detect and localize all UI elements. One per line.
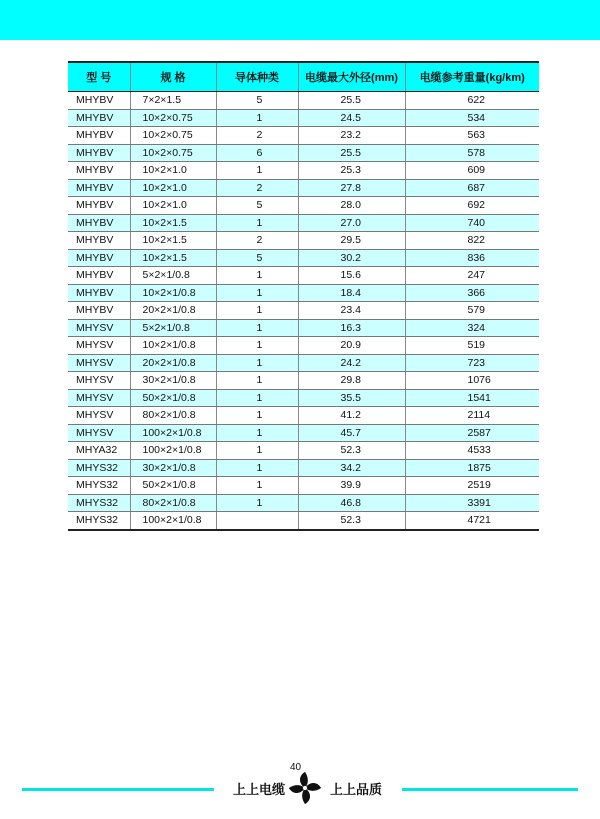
- cell-ref-weight: 687: [405, 179, 539, 197]
- cell-model: MHYBV: [68, 197, 130, 215]
- cell-model: MHYSV: [68, 389, 130, 407]
- cell-ref-weight: 1875: [405, 459, 539, 477]
- footer-line-left: [22, 788, 214, 791]
- table-row: [68, 477, 539, 495]
- cell-model: MHYBV: [68, 249, 130, 267]
- cell-model: MHYSV: [68, 354, 130, 372]
- cell-conductor-type: 1: [216, 407, 298, 425]
- cell-max-diameter: 18.4: [298, 284, 405, 302]
- cell-max-diameter: 52.3: [298, 442, 405, 460]
- cell-conductor-type: 1: [216, 162, 298, 180]
- cell-spec: 5×2×1/0.8: [130, 319, 216, 337]
- table-row: [68, 92, 539, 110]
- cell-max-diameter: 16.3: [298, 319, 405, 337]
- cell-model: MHYBV: [68, 214, 130, 232]
- cell-spec: 20×2×1/0.8: [130, 354, 216, 372]
- cell-spec: 100×2×1/0.8: [130, 424, 216, 442]
- cell-model: MHYS32: [68, 512, 130, 530]
- cell-conductor-type: 1: [216, 337, 298, 355]
- cell-max-diameter: 29.5: [298, 232, 405, 250]
- cell-model: MHYA32: [68, 442, 130, 460]
- cell-max-diameter: 24.2: [298, 354, 405, 372]
- cell-max-diameter: 41.2: [298, 407, 405, 425]
- cell-ref-weight: 366: [405, 284, 539, 302]
- cell-max-diameter: 27.8: [298, 179, 405, 197]
- cell-conductor-type: 1: [216, 214, 298, 232]
- table-row: [68, 302, 539, 320]
- cell-conductor-type: 1: [216, 424, 298, 442]
- cell-ref-weight: 622: [405, 92, 539, 110]
- footer-slogan-right: 上上品质: [330, 782, 383, 797]
- cell-max-diameter: 25.3: [298, 162, 405, 180]
- cell-spec: 80×2×1/0.8: [130, 407, 216, 425]
- table-row: [68, 109, 539, 127]
- cell-model: MHYS32: [68, 477, 130, 495]
- cell-ref-weight: 822: [405, 232, 539, 250]
- cell-conductor-type: 2: [216, 127, 298, 145]
- cell-model: MHYBV: [68, 179, 130, 197]
- cell-spec: 50×2×1/0.8: [130, 389, 216, 407]
- cell-model: MHYBV: [68, 92, 130, 110]
- cell-spec: 10×2×1.5: [130, 214, 216, 232]
- cell-conductor-type: 2: [216, 232, 298, 250]
- cell-conductor-type: 1: [216, 267, 298, 285]
- table-row: [68, 494, 539, 512]
- cell-spec: 10×2×1.5: [130, 249, 216, 267]
- cell-max-diameter: 27.0: [298, 214, 405, 232]
- cell-conductor-type: 1: [216, 284, 298, 302]
- cell-spec: 20×2×1/0.8: [130, 302, 216, 320]
- cell-ref-weight: 4721: [405, 512, 539, 530]
- cell-model: MHYBV: [68, 144, 130, 162]
- header-ref-weight: 电缆参考重量(kg/km): [405, 62, 539, 92]
- table-body: [68, 92, 539, 530]
- table-row: [68, 389, 539, 407]
- cell-max-diameter: 23.4: [298, 302, 405, 320]
- cell-ref-weight: 723: [405, 354, 539, 372]
- cell-model: MHYBV: [68, 162, 130, 180]
- cell-model: MHYSV: [68, 337, 130, 355]
- cell-conductor-type: 5: [216, 249, 298, 267]
- cell-spec: 80×2×1/0.8: [130, 494, 216, 512]
- cell-conductor-type: 1: [216, 109, 298, 127]
- cell-conductor-type: 1: [216, 459, 298, 477]
- top-color-band: [0, 0, 600, 40]
- table-row: [68, 442, 539, 460]
- cell-spec: 7×2×1.5: [130, 92, 216, 110]
- cell-spec: 50×2×1/0.8: [130, 477, 216, 495]
- cell-max-diameter: 46.8: [298, 494, 405, 512]
- cell-ref-weight: 609: [405, 162, 539, 180]
- cell-model: MHYS32: [68, 494, 130, 512]
- table-row: [68, 424, 539, 442]
- cell-ref-weight: 1541: [405, 389, 539, 407]
- table-row: [68, 512, 539, 530]
- table-row: [68, 162, 539, 180]
- cell-ref-weight: 519: [405, 337, 539, 355]
- cell-conductor-type: 1: [216, 302, 298, 320]
- table-row: [68, 232, 539, 250]
- cell-spec: 10×2×1.0: [130, 179, 216, 197]
- header-spec: 规 格: [130, 62, 216, 92]
- cell-conductor-type: 2: [216, 179, 298, 197]
- cell-model: MHYBV: [68, 109, 130, 127]
- cell-ref-weight: 563: [405, 127, 539, 145]
- table-row: [68, 319, 539, 337]
- table-row: [68, 127, 539, 145]
- table-row: [68, 214, 539, 232]
- cell-ref-weight: 1076: [405, 372, 539, 390]
- cell-model: MHYSV: [68, 407, 130, 425]
- cell-spec: 30×2×1/0.8: [130, 372, 216, 390]
- table-row: [68, 354, 539, 372]
- cell-max-diameter: 34.2: [298, 459, 405, 477]
- cell-model: MHYSV: [68, 424, 130, 442]
- cell-ref-weight: 3391: [405, 494, 539, 512]
- cell-spec: 5×2×1/0.8: [130, 267, 216, 285]
- cell-spec: 100×2×1/0.8: [130, 442, 216, 460]
- cell-spec: 10×2×0.75: [130, 127, 216, 145]
- header-max-diameter: 电缆最大外径(mm): [298, 62, 405, 92]
- cell-model: MHYS32: [68, 459, 130, 477]
- cell-conductor-type: [216, 512, 298, 530]
- cell-max-diameter: 39.9: [298, 477, 405, 495]
- cell-model: MHYBV: [68, 302, 130, 320]
- table-row: [68, 249, 539, 267]
- table-row: [68, 197, 539, 215]
- header-model: 型 号: [68, 62, 130, 92]
- cell-model: MHYBV: [68, 232, 130, 250]
- cell-conductor-type: 5: [216, 92, 298, 110]
- cell-conductor-type: 1: [216, 477, 298, 495]
- cell-ref-weight: 692: [405, 197, 539, 215]
- table-row: [68, 407, 539, 425]
- cell-ref-weight: 2587: [405, 424, 539, 442]
- cell-ref-weight: 324: [405, 319, 539, 337]
- cell-model: MHYSV: [68, 319, 130, 337]
- page-number: 40: [290, 762, 302, 773]
- cell-conductor-type: 6: [216, 144, 298, 162]
- cell-max-diameter: 25.5: [298, 144, 405, 162]
- cell-spec: 10×2×1.0: [130, 197, 216, 215]
- cell-ref-weight: 740: [405, 214, 539, 232]
- cell-spec: 10×2×0.75: [130, 144, 216, 162]
- cell-max-diameter: 20.9: [298, 337, 405, 355]
- footer-line-right: [402, 788, 578, 791]
- cell-ref-weight: 247: [405, 267, 539, 285]
- table-row: [68, 337, 539, 355]
- cell-max-diameter: 30.2: [298, 249, 405, 267]
- cell-ref-weight: 836: [405, 249, 539, 267]
- cell-max-diameter: 28.0: [298, 197, 405, 215]
- pinwheel-logo-icon: [286, 769, 324, 807]
- cell-conductor-type: 1: [216, 372, 298, 390]
- cell-conductor-type: 5: [216, 197, 298, 215]
- cell-max-diameter: 45.7: [298, 424, 405, 442]
- footer-slogan-left: 上上电缆: [233, 782, 286, 797]
- cable-spec-table: [68, 61, 539, 531]
- cell-ref-weight: 2114: [405, 407, 539, 425]
- table-row: [68, 179, 539, 197]
- table-row: [68, 284, 539, 302]
- cell-conductor-type: 1: [216, 389, 298, 407]
- cell-max-diameter: 35.5: [298, 389, 405, 407]
- cell-spec: 10×2×0.75: [130, 109, 216, 127]
- cell-ref-weight: 2519: [405, 477, 539, 495]
- table-row: [68, 144, 539, 162]
- cell-max-diameter: 23.2: [298, 127, 405, 145]
- cell-spec: 10×2×1/0.8: [130, 337, 216, 355]
- table-row: [68, 372, 539, 390]
- cell-conductor-type: 1: [216, 354, 298, 372]
- cell-spec: 10×2×1.0: [130, 162, 216, 180]
- cell-conductor-type: 1: [216, 494, 298, 512]
- table-row: [68, 267, 539, 285]
- cell-ref-weight: 578: [405, 144, 539, 162]
- cell-conductor-type: 1: [216, 319, 298, 337]
- cell-model: MHYBV: [68, 284, 130, 302]
- cell-ref-weight: 534: [405, 109, 539, 127]
- cell-spec: 10×2×1/0.8: [130, 284, 216, 302]
- table-row: [68, 459, 539, 477]
- cell-ref-weight: 579: [405, 302, 539, 320]
- cell-spec: 30×2×1/0.8: [130, 459, 216, 477]
- cell-max-diameter: 29.8: [298, 372, 405, 390]
- cell-model: MHYBV: [68, 127, 130, 145]
- cell-max-diameter: 15.6: [298, 267, 405, 285]
- cell-max-diameter: 24.5: [298, 109, 405, 127]
- cell-max-diameter: 52.3: [298, 512, 405, 530]
- cell-spec: 10×2×1.5: [130, 232, 216, 250]
- cell-model: MHYBV: [68, 267, 130, 285]
- cell-model: MHYSV: [68, 372, 130, 390]
- cell-ref-weight: 4533: [405, 442, 539, 460]
- table-header-row: [68, 62, 539, 92]
- header-conductor-type: 导体种类: [216, 62, 298, 92]
- cell-conductor-type: 1: [216, 442, 298, 460]
- cell-max-diameter: 25.5: [298, 92, 405, 110]
- cell-spec: 100×2×1/0.8: [130, 512, 216, 530]
